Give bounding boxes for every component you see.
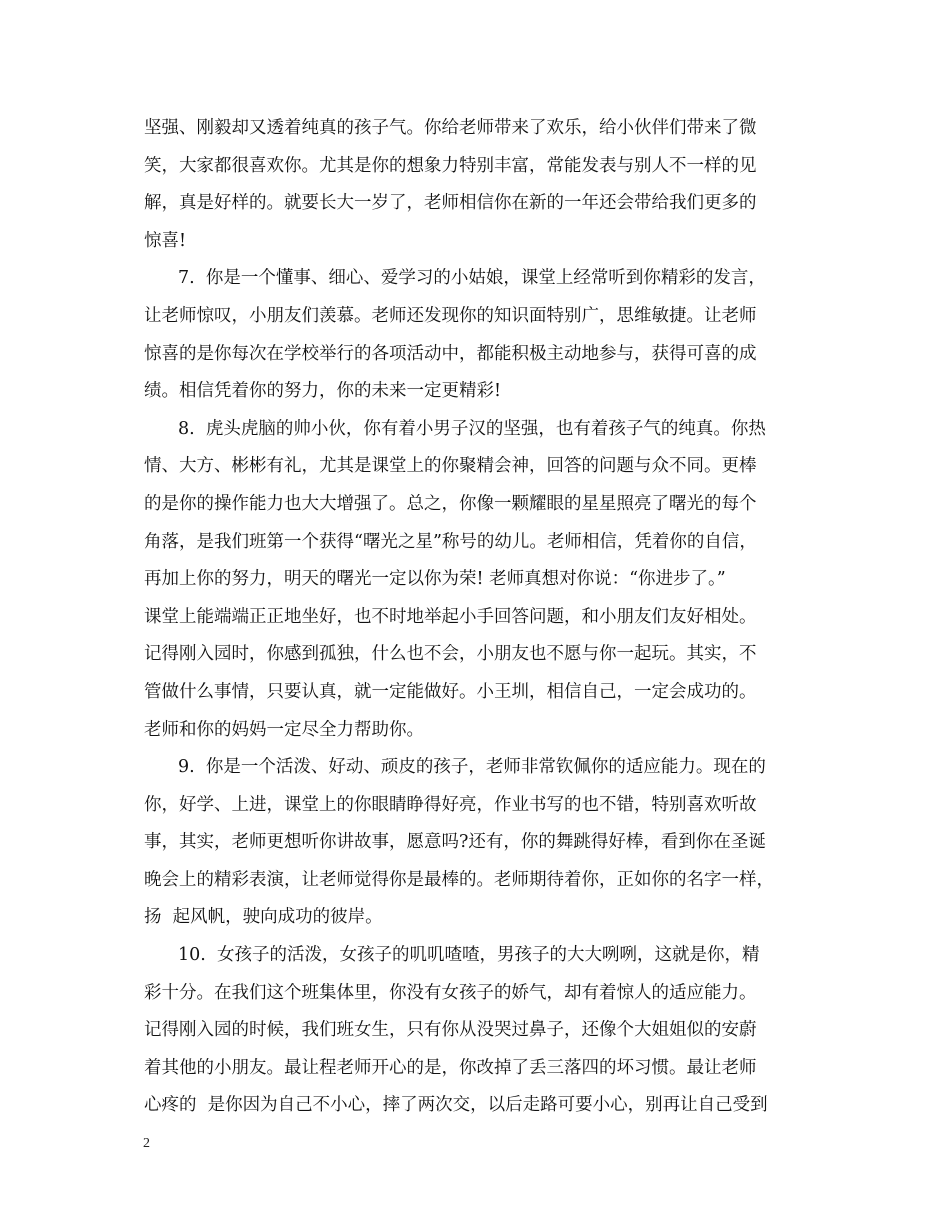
paragraph-7-start: 7. 你是一个懂事、细心、爱学习的小姑娘，课堂上经常听到你精彩的发言， [178, 268, 766, 289]
text-line: 着其他的小朋友。最让程老师开心的是，你改掉了丢三落四的坏习惯。最让老师 [144, 1057, 757, 1078]
text-line: 绩。相信凭着你的努力，你的未来一定更精彩! [144, 381, 502, 402]
text-line: 惊喜的是你每次在学校举行的各项活动中，都能积极主动地参与，获得可喜的成 [144, 343, 757, 364]
text-line: 你，好学、上进，课堂上的你眼睛睁得好亮，作业书写的也不错，特别喜欢听故 [144, 794, 757, 815]
text-line: 事，其实，老师更想听你讲故事，愿意吗?还有，你的舞跳得好棒，看到你在圣诞 [144, 832, 766, 853]
text-line: 彩十分。在我们这个班集体里，你没有女孩子的娇气，却有着惊人的适应能力。 [144, 982, 757, 1003]
text-line: 课堂上能端端正正地坐好，也不时地举起小手回答问题，和小朋友们友好相处。 [144, 606, 757, 627]
text-line: 情、大方、彬彬有礼，尤其是课堂上的你聚精会神，回答的问题与众不同。更棒 [144, 456, 757, 477]
text-line: 老师和你的妈妈一定尽全力帮助你。 [144, 719, 424, 740]
text-line: 的是你的操作能力也大大增强了。总之，你像一颗耀眼的星星照亮了曙光的每个 [144, 493, 757, 514]
text-line: 惊喜! [144, 230, 187, 251]
paragraph-10-start: 10. 女孩子的活泼，女孩子的叽叽喳喳，男孩子的大大咧咧，这就是你，精 [178, 945, 760, 966]
text-line: 解，真是好样的。就要长大一岁了，老师相信你在新的一年还会带给我们更多的 [144, 193, 757, 214]
text-line: 笑，大家都很喜欢你。尤其是你的想象力特别丰富，常能发表与别人不一样的见 [144, 155, 757, 176]
document-body [144, 110, 844, 1125]
text-line: 再加上你的努力，明天的曙光一定以你为荣! 老师真想对你说：“你进步了。” [144, 569, 726, 590]
paragraph-8-start: 8. 虎头虎脑的帅小伙，你有着小男子汉的坚强，也有着孩子气的纯真。你热 [178, 418, 766, 439]
text-line: 记得刚入园的时候，我们班女生，只有你从没哭过鼻子，还像个大姐姐似的安蔚 [144, 1020, 757, 1041]
text-line: 管做什么事情，只要认真，就一定能做好。小王圳，相信自己，一定会成功的。 [144, 681, 757, 702]
text-line: 记得刚入园时，你感到孤独，什么也不会，小朋友也不愿与你一起玩。其实，不 [144, 644, 757, 665]
text-line: 心疼的 是你因为自己不小心，摔了两次交，以后走路可要小心，别再让自己受到 [144, 1095, 768, 1116]
text-line: 晚会上的精彩表演，让老师觉得你是最棒的。老师期待着你，正如你的名字一样， [144, 869, 774, 890]
text-line: 角落，是我们班第一个获得“曙光之星”称号的幼儿。老师相信，凭着你的自信， [144, 531, 757, 552]
paragraph-9-start: 9. 你是一个活泼、好动、顽皮的孩子，老师非常钦佩你的适应能力。现在的 [178, 757, 766, 778]
text-line: 扬 起风帆，驶向成功的彼岸。 [144, 907, 383, 928]
page-number: 2 [143, 1136, 150, 1151]
text-line: 让老师惊叹，小朋友们羡慕。老师还发现你的知识面特别广，思维敏捷。让老师 [144, 305, 757, 326]
text-line: 坚强、刚毅却又透着纯真的孩子气。你给老师带来了欢乐，给小伙伴们带来了微 [144, 118, 757, 138]
